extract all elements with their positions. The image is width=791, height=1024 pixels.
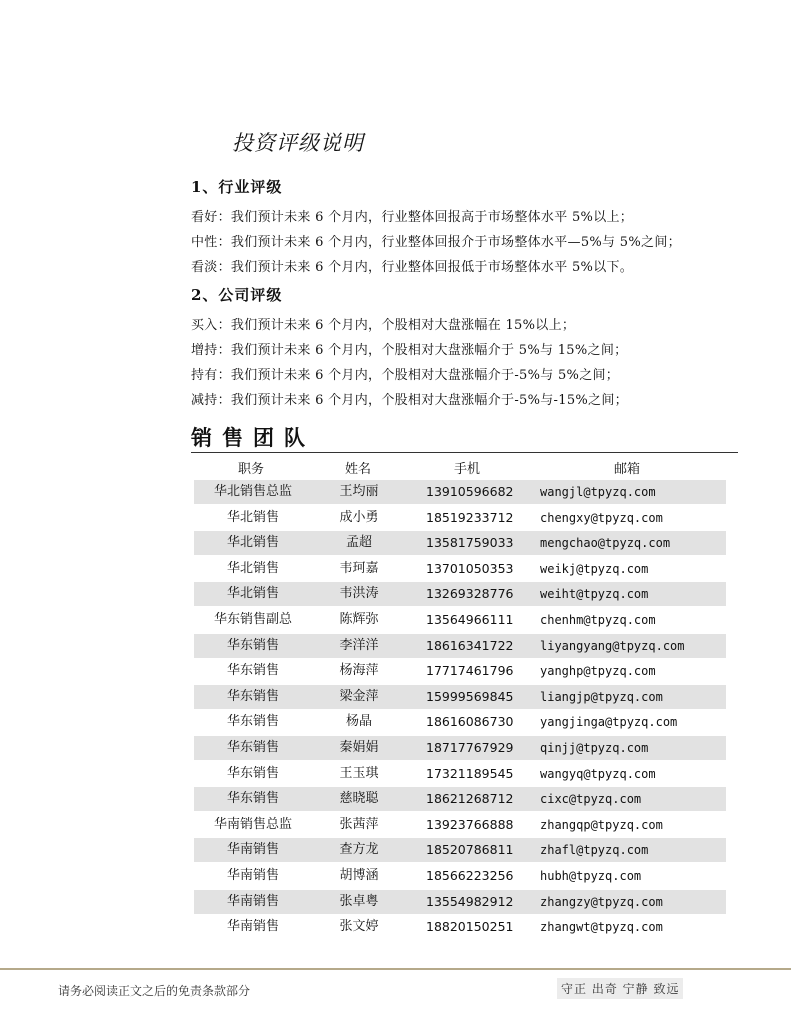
- role-cell: 华北销售总监: [213, 484, 292, 499]
- name-cell: 孟超: [345, 535, 372, 551]
- role-cell: 华东销售: [226, 637, 279, 653]
- name-cell: 张文婷: [339, 919, 379, 935]
- table-row: [194, 890, 726, 914]
- role-cell: 华东销售: [226, 688, 279, 704]
- name-cell: 陈辉弥: [339, 612, 379, 627]
- name-cell: 秦娟娟: [339, 740, 379, 755]
- role-cell: 华东销售: [226, 791, 279, 807]
- phone-cell: 13910596682: [426, 484, 514, 499]
- phone-cell: 18616341722: [426, 637, 514, 653]
- footer-divider: [0, 968, 791, 970]
- role-cell: 华东销售: [226, 740, 279, 755]
- phone-cell: 18621268712: [426, 791, 514, 807]
- phone-cell: 18519233712: [426, 509, 514, 525]
- role-cell: 华东销售副总: [213, 612, 292, 627]
- email-cell: qinjj@tpyzq.com: [540, 741, 649, 755]
- company-rating-line: 减持：我们预计未来 6 个月内，个股相对大盘涨幅介于-5%与-15%之间；: [191, 393, 628, 408]
- page-title: 投资评级说明: [232, 131, 364, 155]
- sales-team-title: 销售团队: [191, 425, 315, 450]
- name-cell: 李洋洋: [339, 637, 379, 653]
- phone-cell: 13269328776: [426, 586, 514, 602]
- email-cell: yangjinga@tpyzq.com: [540, 715, 678, 730]
- footer-disclaimer: 请务必阅读正文之后的免责条款部分: [58, 984, 251, 998]
- name-cell: 张卓粤: [339, 893, 379, 909]
- email-cell: chengxy@tpyzq.com: [540, 510, 663, 525]
- table-row: [194, 685, 726, 709]
- role-cell: 华南销售: [226, 868, 279, 883]
- phone-cell: 13564966111: [426, 612, 514, 627]
- email-cell: cixc@tpyzq.com: [540, 792, 642, 807]
- email-cell: wangjl@tpyzq.com: [540, 485, 656, 499]
- role-cell: 华东销售: [226, 765, 279, 781]
- name-cell: 梁金萍: [339, 688, 379, 704]
- name-cell: 韦洪涛: [339, 586, 379, 602]
- email-cell: hubh@tpyzq.com: [540, 869, 642, 883]
- phone-cell: 13581759033: [426, 535, 514, 551]
- table-row: [194, 608, 726, 632]
- table-row: [194, 838, 726, 862]
- column-header-name: 姓名: [345, 462, 372, 477]
- email-cell: yanghp@tpyzq.com: [540, 664, 656, 679]
- role-cell: 华东销售: [226, 714, 279, 730]
- name-cell: 慈晓聪: [339, 791, 379, 807]
- phone-cell: 15999569845: [426, 688, 514, 704]
- name-cell: 韦珂嘉: [339, 560, 379, 576]
- email-cell: liyangyang@tpyzq.com: [540, 638, 685, 653]
- table-row: [194, 736, 726, 760]
- phone-cell: 18520786811: [426, 842, 514, 858]
- table-row: [194, 506, 726, 530]
- role-cell: 华南销售: [226, 842, 279, 858]
- company-rating-line: 增持：我们预计未来 6 个月内，个股相对大盘涨幅介于 5%与 15%之间；: [191, 343, 628, 358]
- name-cell: 杨晶: [345, 714, 372, 730]
- table-row: [194, 634, 726, 658]
- industry-rating-line: 看淡：我们预计未来 6 个月内，行业整体回报低于市场整体水平 5%以下。: [191, 260, 634, 275]
- divider: [191, 452, 738, 453]
- industry-rating-line: 看好：我们预计未来 6 个月内，行业整体回报高于市场整体水平 5%以上；: [191, 210, 634, 225]
- email-cell: zhangqp@tpyzq.com: [540, 817, 663, 832]
- role-cell: 华南销售总监: [213, 816, 292, 832]
- name-cell: 王均丽: [339, 484, 379, 499]
- role-cell: 华南销售: [226, 893, 279, 909]
- table-row: [194, 864, 726, 888]
- phone-cell: 13554982912: [426, 893, 514, 909]
- email-cell: liangjp@tpyzq.com: [540, 689, 663, 704]
- company-rating-line: 买入：我们预计未来 6 个月内，个股相对大盘涨幅在 15%以上；: [191, 318, 576, 333]
- industry-rating-line: 中性：我们预计未来 6 个月内，行业整体回报介于市场整体水平—5%与 5%之间；: [191, 235, 681, 250]
- email-cell: zhafl@tpyzq.com: [540, 843, 649, 858]
- role-cell: 华北销售: [226, 560, 279, 576]
- table-row: [194, 659, 726, 683]
- column-header-email: 邮箱: [614, 462, 641, 477]
- phone-cell: 18566223256: [426, 868, 514, 883]
- table-row: [194, 710, 726, 734]
- table-row: [194, 531, 726, 555]
- name-cell: 成小勇: [339, 509, 379, 525]
- email-cell: chenhm@tpyzq.com: [540, 613, 656, 627]
- email-cell: zhangzy@tpyzq.com: [540, 894, 663, 909]
- phone-cell: 17321189545: [426, 765, 514, 781]
- phone-cell: 13701050353: [426, 560, 514, 576]
- industry-rating-heading: 1、行业评级: [191, 178, 283, 196]
- role-cell: 华北销售: [226, 535, 279, 551]
- table-row: [194, 762, 726, 786]
- role-cell: 华北销售: [226, 586, 279, 602]
- column-header-phone: 手机: [454, 462, 481, 477]
- table-row: [194, 480, 726, 504]
- email-cell: zhangwt@tpyzq.com: [540, 920, 663, 935]
- role-cell: 华北销售: [226, 509, 279, 525]
- email-cell: weikj@tpyzq.com: [540, 561, 649, 576]
- table-row: [194, 915, 726, 939]
- phone-cell: 18820150251: [426, 919, 514, 935]
- phone-cell: 13923766888: [426, 816, 514, 832]
- table-row: [194, 787, 726, 811]
- role-cell: 华南销售: [226, 919, 279, 935]
- name-cell: 查方龙: [339, 842, 379, 858]
- company-rating-heading: 2、公司评级: [191, 286, 283, 304]
- name-cell: 胡博涵: [339, 868, 379, 883]
- company-rating-line: 持有：我们预计未来 6 个月内，个股相对大盘涨幅介于-5%与 5%之间；: [191, 368, 620, 383]
- table-row: [194, 813, 726, 837]
- name-cell: 杨海萍: [339, 663, 379, 679]
- phone-cell: 18717767929: [426, 740, 514, 755]
- email-cell: weiht@tpyzq.com: [540, 587, 649, 602]
- column-header-role: 职务: [238, 462, 265, 477]
- name-cell: 王玉琪: [339, 765, 379, 781]
- role-cell: 华东销售: [226, 663, 279, 679]
- email-cell: wangyq@tpyzq.com: [540, 766, 656, 781]
- email-cell: mengchao@tpyzq.com: [540, 536, 671, 551]
- table-row: [194, 582, 726, 606]
- name-cell: 张茜萍: [339, 816, 379, 832]
- phone-cell: 17717461796: [426, 663, 514, 679]
- footer-slogan: 守正 出奇 宁静 致远: [557, 978, 683, 999]
- phone-cell: 18616086730: [426, 714, 514, 730]
- table-row: [194, 557, 726, 581]
